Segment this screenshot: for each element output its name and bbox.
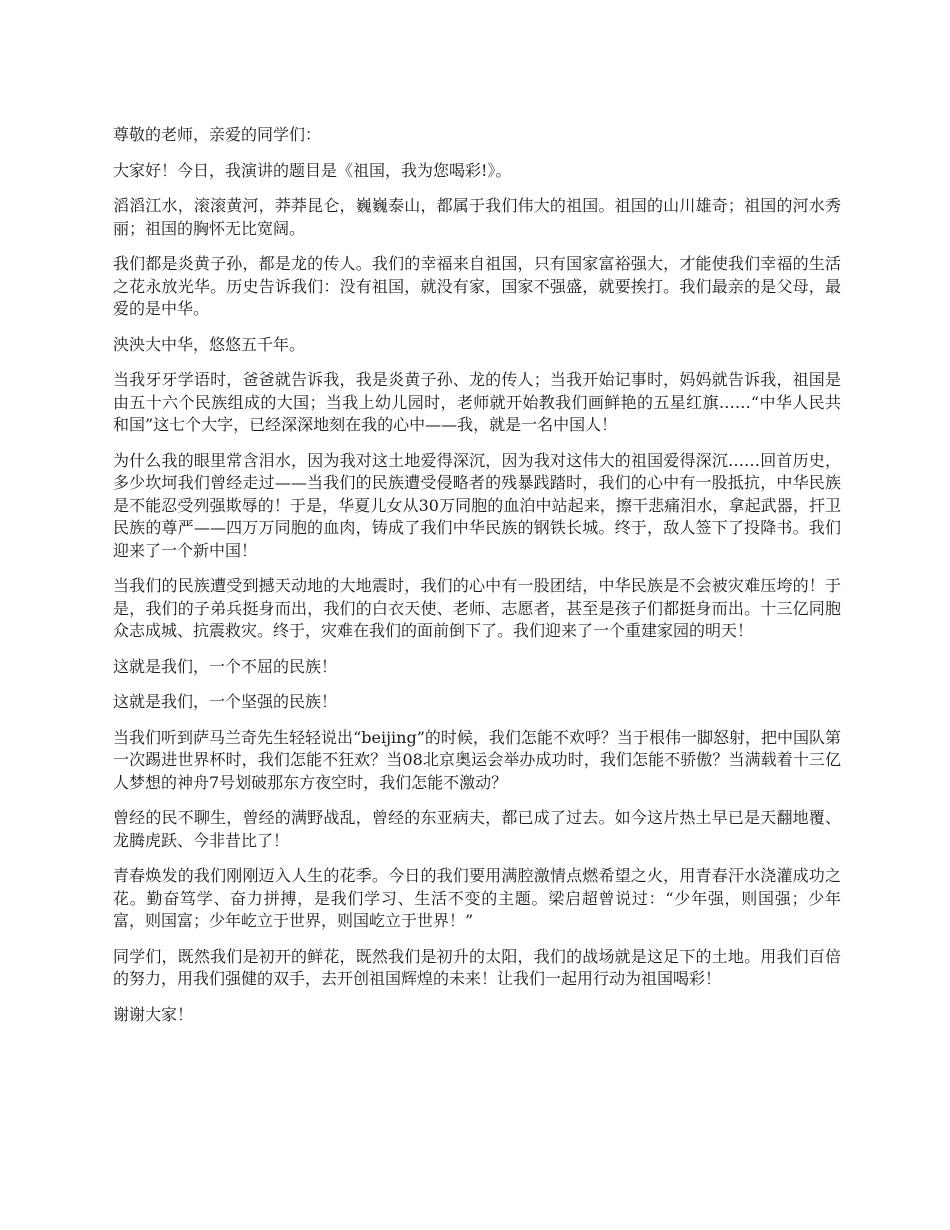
paragraph: 为什么我的眼里常含泪水，因为我对这土地爱得深沉，因为我对这伟大的祖国爱得深沉……回首历史，多少坎坷我们曾经走过——当我们的民族遭受侵略者的残暴践踏时，我们的心中有一股抵抗，中华民族是不能忍受列强欺辱的！于是，华夏儿女从30万同胞的血泊中站起来，擦干悲痛泪水，拿起武器，扞卫民族的尊严——四万万同胞的血肉，铸成了我们中华民族的钢铁长城。终于，敌人签下了投降书。我们迎来了一个新中国！ (113, 450, 841, 560)
paragraph: 当我牙牙学语时，爸爸就告诉我，我是炎黄子孙、龙的传人；当我开始记事时，妈妈就告诉我，祖国是由五十六个民族组成的大国；当我上幼儿园时，老师就开始教我们画鲜艳的五星红旗……“中华人民共和国”这七个大字，已经深深地刻在我的心中——我，就是一名中国人！ (113, 370, 841, 434)
paragraph: 这就是我们，一个不屈的民族！ (113, 656, 338, 676)
paragraph: 泱泱大中华，悠悠五千年。 (113, 334, 306, 354)
paragraph: 当我们的民族遭受到撼天动地的大地震时，我们的心中有一股团结，中华民族是不会被灾难压垮的！于是，我们的子弟兵挺身而出，我们的白衣天使、老师、志愿者，甚至是孩子们都挺身而出。十三亿同胞众志成城、抗震救灾。终于，灾难在我们的面前倒下了。我们迎来了一个重建家园的明天！ (113, 576, 841, 640)
paragraph: 青春焕发的我们刚刚迈入人生的花季。今日的我们要用满腔激情点燃希望之火，用青春汗水浇灌成功之花。勤奋笃学、奋力拼搏，是我们学习、生活不变的主题。梁启超曾说过：“少年强，则国强；少年富，则国富；少年屹立于世界，则国屹立于世界！” (113, 866, 841, 930)
paragraph: 同学们，既然我们是初开的鲜花，既然我们是初升的太阳，我们的战场就是这足下的土地。用我们百倍的努力，用我们强健的双手，去开创祖国辉煌的未来！让我们一起用行动为祖国喝彩！ (113, 946, 841, 988)
paragraph-salutation: 尊敬的老师，亲爱的同学们： (113, 125, 322, 144)
document-body (113, 124, 841, 1039)
paragraph: 曾经的民不聊生，曾经的满野战乱，曾经的东亚病夫，都已成了过去。如今这片热土早已是天翻地覆、龙腾虎跃、今非昔比了！ (113, 808, 841, 850)
paragraph-closing: 谢谢大家！ (113, 1004, 194, 1024)
paragraph: 当我们听到萨马兰奇先生轻轻说出“beijing”的时候，我们怎能不欢呼？当于根伟一脚怒射，把中国队第一次踢进世界杯时，我们怎能不狂欢？当08北京奥运会举办成功时，我们怎能不骄傲？当满载着十三亿人梦想的神舟7号划破那东方夜空时，我们怎能不激动？ (113, 727, 841, 792)
paragraph: 滔滔江水，滚滚黄河，莽莽昆仑，巍巍泰山，都属于我们伟大的祖国。祖国的山川雄奇；祖国的河水秀丽；祖国的胸怀无比宽阔。 (113, 196, 841, 238)
paragraph-greeting: 大家好！今日，我演讲的题目是《祖国，我为您喝彩!》。 (113, 160, 512, 180)
paragraph: 这就是我们，一个坚强的民族！ (113, 692, 338, 711)
paragraph: 我们都是炎黄子孙，都是龙的传人。我们的幸福来自祖国，只有国家富裕强大，才能使我们幸福的生活之花永放光华。历史告诉我们：没有祖国，就没有家，国家不强盛，就要挨打。我们最亲的是父母，最爱的是中华。 (113, 254, 841, 318)
